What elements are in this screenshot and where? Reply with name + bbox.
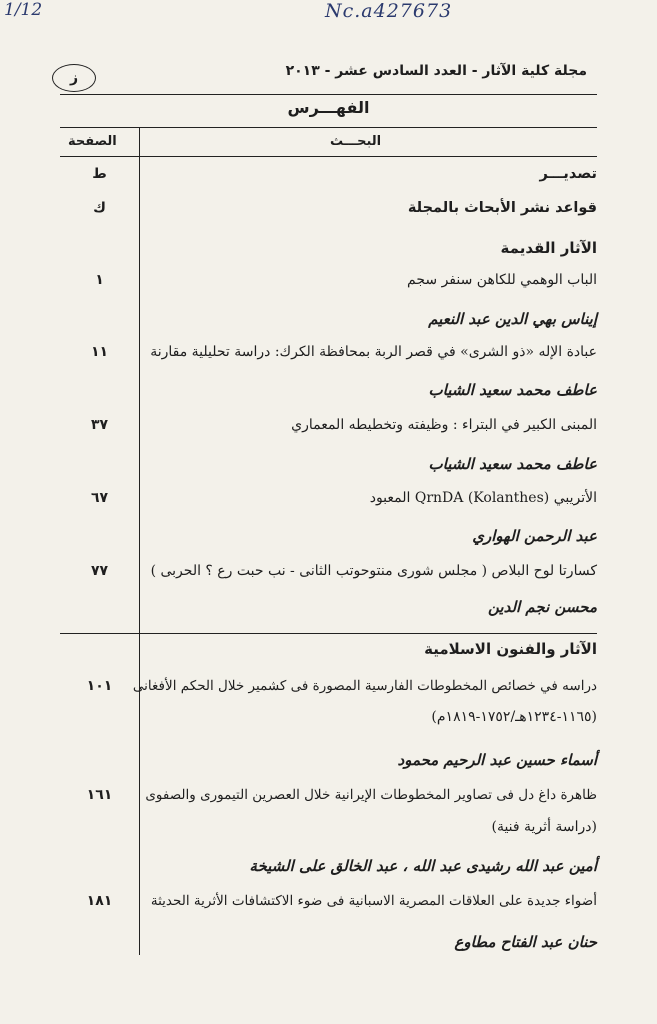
author-row xyxy=(60,310,597,332)
entry-title: الأتريبي QrnDA (Kolanthes) المعبود xyxy=(369,490,597,506)
entry-author: أمين عبد الله رشيدى عبد الله ، عبد الخالق على الشيخة xyxy=(249,857,597,875)
section-divider-rule xyxy=(60,633,597,634)
entry-title: الباب الوهمي للكاهن سنفر سجم xyxy=(407,272,597,288)
list-item xyxy=(60,678,597,700)
page-letter-badge xyxy=(52,64,96,92)
entry-title-continuation: (دراسة أثرية فنية) xyxy=(491,819,597,835)
list-item xyxy=(60,490,597,512)
author-row xyxy=(60,598,597,620)
column-header-page: الصفحة xyxy=(68,134,117,149)
section-heading: الآثار والفنون الاسلامية xyxy=(424,640,597,658)
entry-page: ١٨١ xyxy=(86,893,113,909)
entry-page: ٦٧ xyxy=(90,490,109,506)
list-item-continuation xyxy=(60,709,597,731)
handwritten-page-mark: 1/12 xyxy=(4,0,43,20)
author-row xyxy=(60,933,597,955)
entry-page: ١٦١ xyxy=(86,787,113,803)
entry-page: ط xyxy=(92,166,107,182)
entry-page: ٣٧ xyxy=(90,417,109,433)
page-letter: ز xyxy=(69,70,79,86)
list-item xyxy=(60,787,597,809)
entry-title: أضواء جديدة على العلاقات المصرية الاسبانية فى ضوء الاكتشافات الأثرية الحديثة xyxy=(150,893,597,909)
column-header-research: البحـــث xyxy=(330,134,382,149)
entry-page: ١٠١ xyxy=(86,678,113,694)
entry-title: ظاهرة داغ دل فى تصاوير المخطوطات الإيرانية خلال العصرين التيمورى والصفوى xyxy=(145,787,597,803)
entry-title: قواعد نشر الأبحاث بالمجلة xyxy=(407,200,597,216)
author-row xyxy=(60,857,597,879)
entry-title: المبنى الكبير في البتراء : وظيفته وتخطيطه المعماري xyxy=(291,417,597,433)
author-row xyxy=(60,455,597,477)
list-item xyxy=(60,417,597,439)
list-item xyxy=(60,344,597,366)
table-top-rule xyxy=(60,127,597,128)
entry-page: ١ xyxy=(95,272,104,288)
entry-author: حنان عبد الفتاح مطاوع xyxy=(454,933,597,951)
index-title: الفهـــرس xyxy=(287,98,370,117)
entry-page: ك xyxy=(93,200,106,216)
list-item-continuation xyxy=(60,819,597,841)
entry-author: عاطف محمد سعيد الشياب xyxy=(428,381,597,399)
header-rule xyxy=(60,94,597,95)
section-heading-row xyxy=(60,640,597,662)
running-header: مجلة كلية الآثار - العدد السادس عشر - ٢٠١٣ xyxy=(285,63,587,79)
entry-page: ١١ xyxy=(90,344,109,360)
entry-title: دراسه في خصائص المخطوطات الفارسية المصورة فى كشمير خلال الحكم الأفغانى xyxy=(132,678,597,694)
list-item xyxy=(60,166,597,188)
entry-page: ٧٧ xyxy=(90,563,109,579)
list-item xyxy=(60,200,597,222)
entry-author: عبد الرحمن الهواري xyxy=(472,527,597,545)
author-row xyxy=(60,751,597,773)
entry-author: أسماء حسين عبد الرحيم محمود xyxy=(397,751,597,769)
table-header-rule xyxy=(60,156,597,157)
entry-title: عبادة الإله «ذو الشرى» في قصر الربة بمحافظة الكرك: دراسة تحليلية مقارنة xyxy=(150,344,597,360)
section-heading-row xyxy=(60,239,597,261)
entry-title: تصديـــر xyxy=(539,166,597,182)
entry-title: كسارتا لوح البلاص ( مجلس شورى منتوحوتب الثانى - نب حبت رع ؟ الحربى ) xyxy=(150,563,597,579)
entry-author: محسن نجم الدين xyxy=(487,598,597,616)
list-item xyxy=(60,893,597,915)
section-heading: الآثار القديمة xyxy=(500,239,597,257)
author-row xyxy=(60,381,597,403)
list-item xyxy=(60,563,597,585)
list-item xyxy=(60,272,597,294)
entry-author: إيناس بهي الدين عبد النعيم xyxy=(428,310,597,328)
handwritten-accession-number: Nc.a427673 xyxy=(325,0,453,22)
author-row xyxy=(60,527,597,549)
entry-author: عاطف محمد سعيد الشياب xyxy=(428,455,597,473)
entry-title-continuation: (١١٦٥-١٢٣٤هـ/١٧٥٢-١٨١٩م) xyxy=(431,709,597,725)
